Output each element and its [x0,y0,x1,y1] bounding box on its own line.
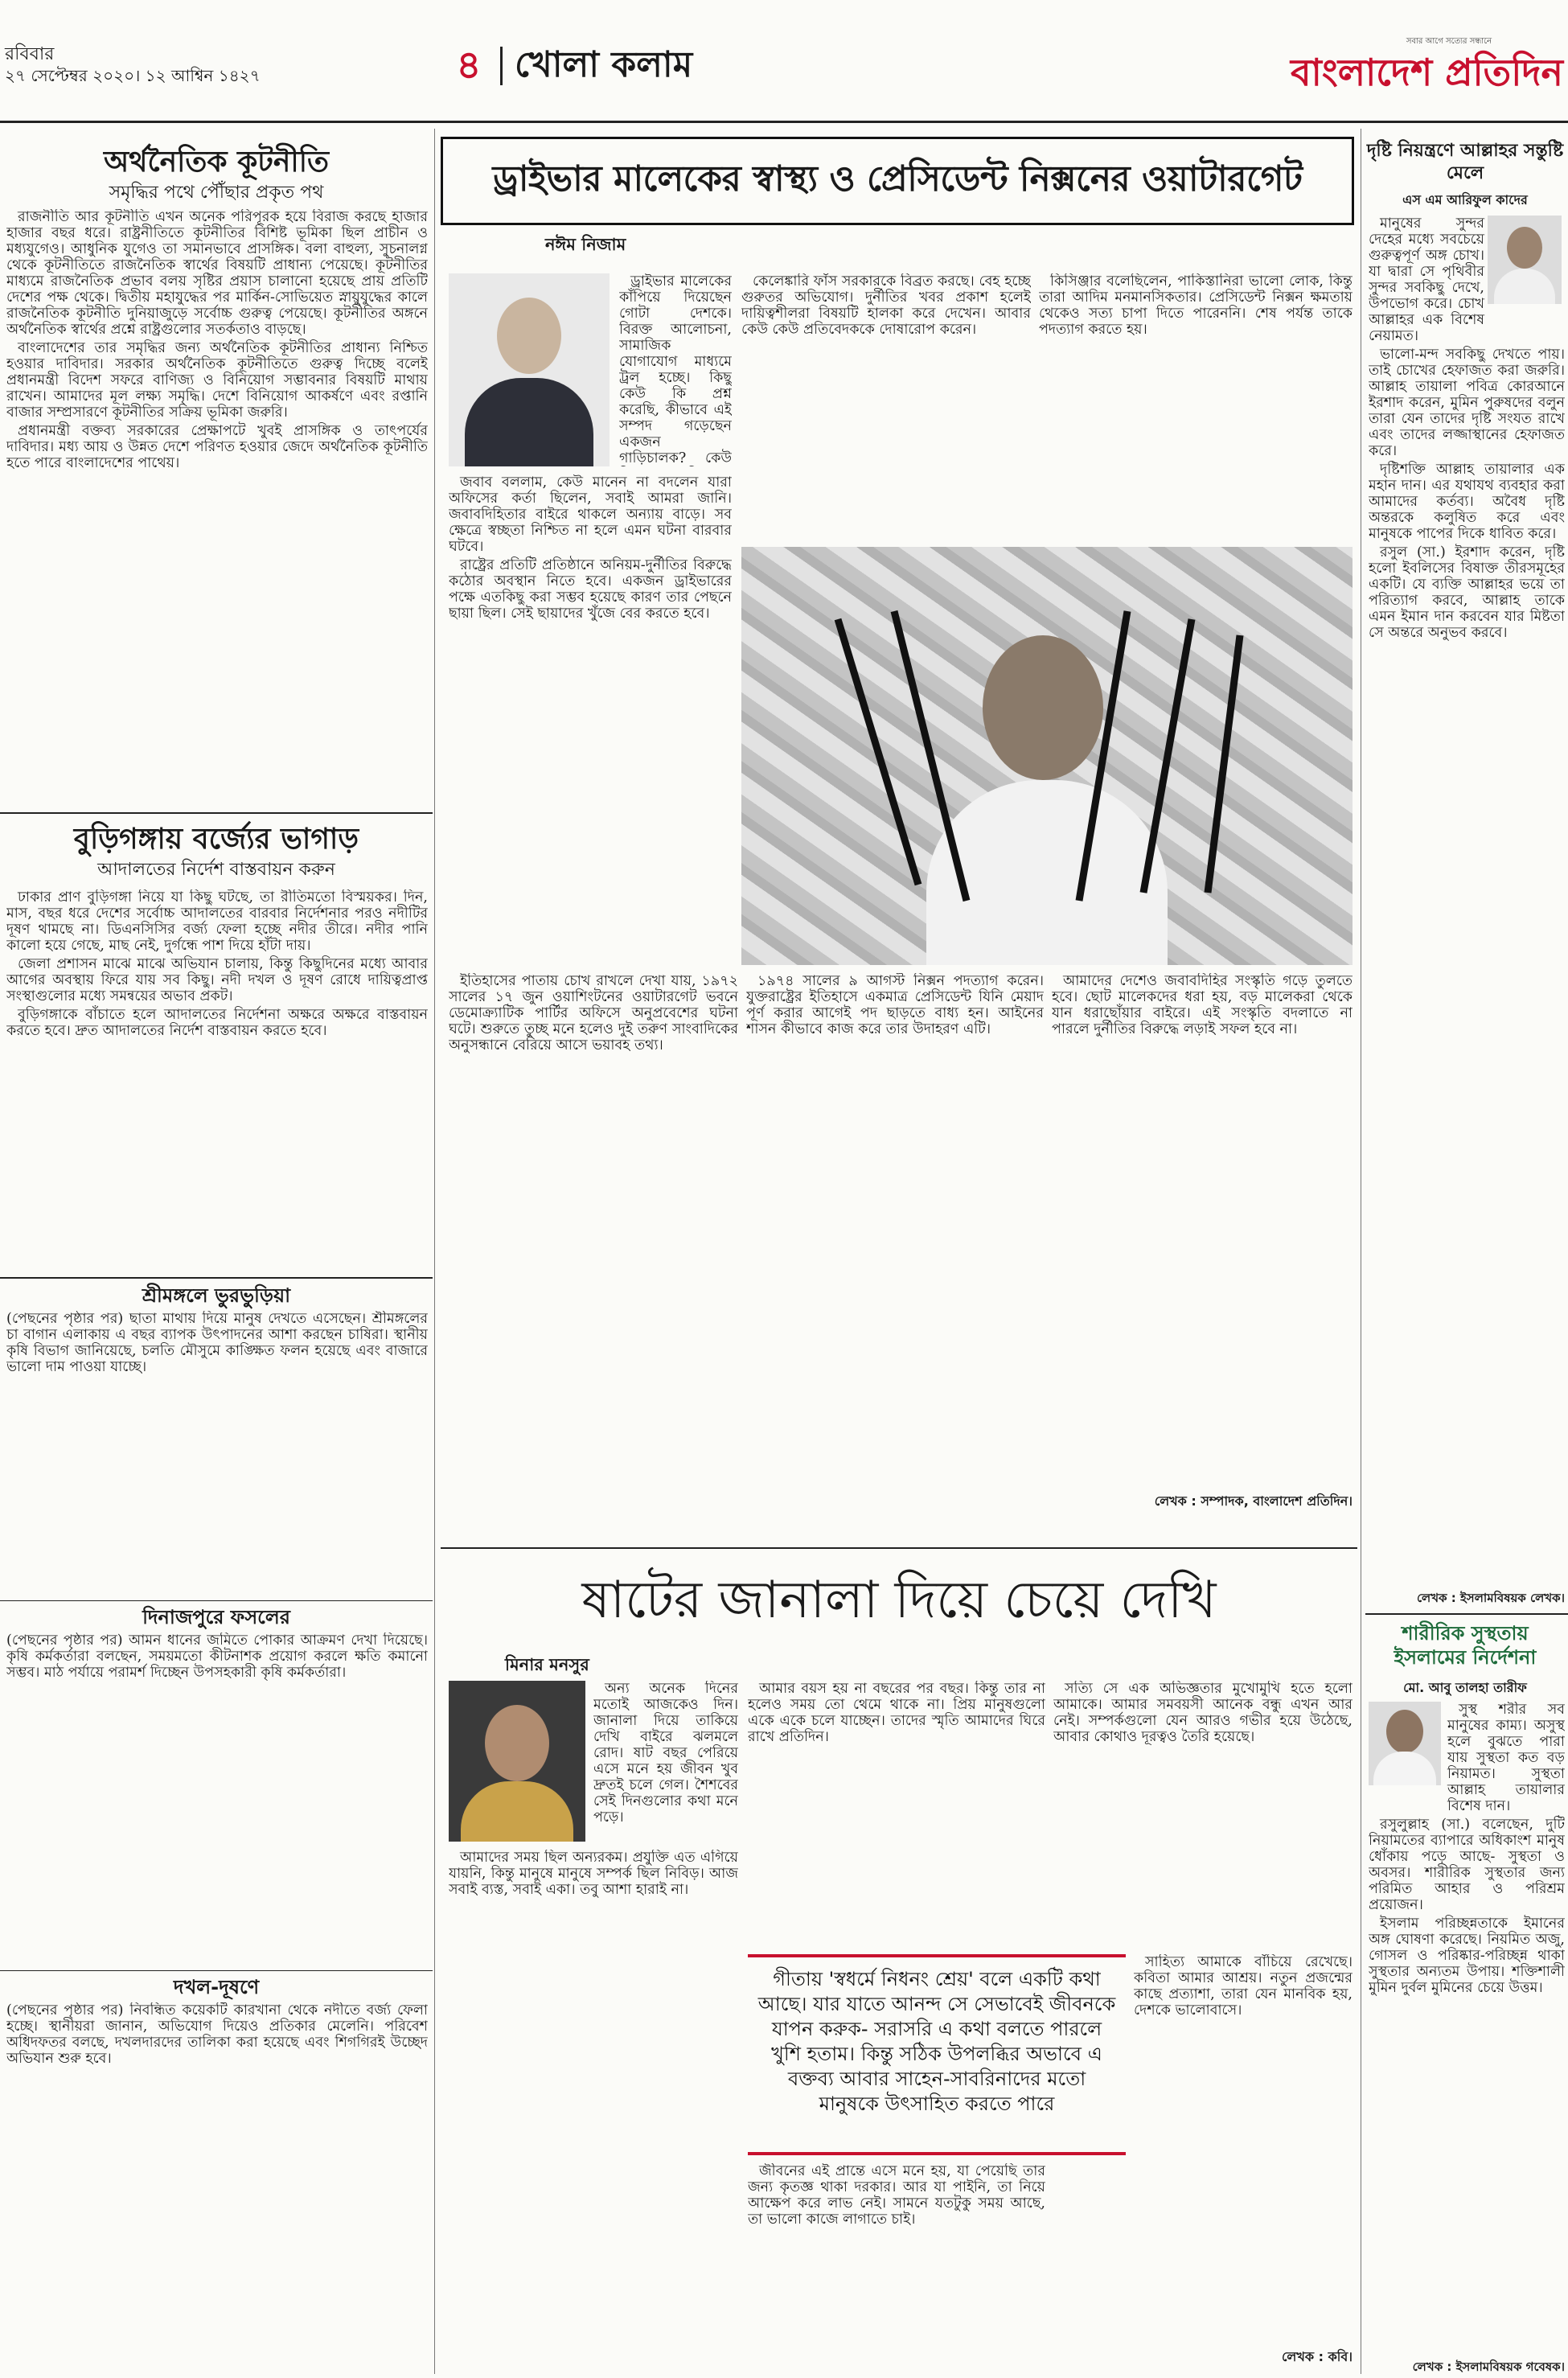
brief-2-title: দিনাজপুরে ফসলের [142,1606,290,1628]
brief-3-title: দখল-দূষণে [173,1976,260,1998]
bar-line [894,611,967,901]
author-head-shape [485,1705,549,1781]
right-article-1-paragraph: মানুষের সুন্দর দেহের মধ্যে সবচেয়ে গুরুত্বপূর্ণ অঙ্গ চোখ। যা দ্বারা সে পৃথিবীর সুন্দর সবকিছু দেখে, উপভোগ করে। চোখ আল্লাহর এক বিশেষ নেয়ামত। [1369,216,1484,344]
editorial-1-subtitle: সমৃদ্ধির পথে পৌঁছার প্রকৃত পথ [109,183,324,203]
lead-paragraph: ইতিহাসের পাতায় চোখ রাখলে দেখা যায়, ১৯৭২ সালের ১৭ জুন ওয়াশিংটনের ওয়াটারগেট ভবনে ডেমোক্র্যাটিক পার্টির অফিসে অনুপ্রবেশের ঘটনা ঘটে। শুরুতে তুচ্ছ মনে হলেও দুই তরুণ সাংবাদিকের অনুসন্ধানে বেরিয়ে আসে ভয়াবহ তথ্য। [449,973,738,1053]
lead-body-col-1 [619,273,732,466]
lead-paragraph: কেলেঙ্কারি ফাঁস সরকারকে বিব্রত করছে। বেহ হচ্ছে গুরুতর অভিযোগ। দুর্নীতির খবর প্রকাশ হলেই দায়িত্বশীলরা বিষয়টি হালকা করে দেখেন। আবার কেউ কেউ প্রতিবেদককে দোষারোপ করেন। [741,273,1031,338]
brief-1-body: (পেছনের পৃষ্ঠার পর) ছাতা মাথায় দিয়ে মানুষ দেখতে এসেছেন। শ্রীমঙ্গলের চা বাগান এলাকায় এ বছর ব্যাপক উৎপাদনের আশা করছেন চাষিরা। স্থানীয় কৃষি বিভাগ জানিয়েছে, চলতি মৌসুমে কাঙ্ক্ষিত ফলন হয়েছে এবং বাজারে ভালো দাম পাওয়া যাচ্ছে। [6,1311,428,1375]
pull-quote-box [748,1954,1126,2155]
right-article-1-footnote: লেখক : ইসলামবিষয়ক লেখক। [1416,1591,1565,1605]
prison-bars-graphic [741,547,1353,965]
lead-paragraph: ১৯৭৪ সালের ৯ আগস্ট নিক্সন পদত্যাগ করেন। যুক্তরাষ্ট্রের ইতিহাসে একমাত্র প্রেসিডেন্ট যিনি মেয়াদ পূর্ণ করার আগেই পদ ছাড়তে বাধ্য হন। আইনের শাসন কীভাবে কাজ করে তার উদাহরণ এটি। [746,973,1044,1037]
editorial-2-paragraph: জেলা প্রশাসন মাঝে মাঝে অভিযান চালায়, কিন্তু কিছুদিনের মধ্যে আবার আগের অবস্থায় ফিরে যায় সব কিছু। নদী দখল ও দূষণ রোধে দায়িত্বপ্রাপ্ত সংস্থাগুলোর মধ্যে সমন্বয়ের অভাব প্রকট। [6,956,428,1004]
paper-tagline: সবার আগে সত্যের সন্ধানে [1406,37,1492,46]
lead-paragraph: রাষ্ট্রের প্রতিটি প্রতিষ্ঠানে অনিয়ম-দুর্নীতির বিরুদ্ধে কঠোর অবস্থান নিতে হবে। একজন ড্রাইভারের পক্ষে এতকিছু করা সম্ভব হয়েছে কারণ তার পেছনে ছায়া ছিল। সেই ছায়াদের খুঁজে বের করতে হবে। [449,557,732,622]
lead-illustration [741,547,1353,965]
brief-3-body: (পেছনের পৃষ্ঠার পর) নিবন্ধিত কয়েকটি কারখানা থেকে নদীতে বর্জ্য ফেলা হচ্ছে। স্থানীয়রা জানান, অভিযোগ দিয়েও প্রতিকার মেলেনি। পরিবেশ অধিদফতর বলছে, দখলদারদের তালিকা করা হয়েছে এবং শিগগিরই উচ্ছেদ অভিযান শুরু হবে। [6,2002,428,2067]
masthead-day: রবিবার [5,44,55,64]
lead-paragraph: আমাদের দেশেও জবাবদিহির সংস্কৃতি গড়ে তুলতে হবে। ছোট মালেকদের ধরা হয়, বড় মালেকরা থেকে যান ধরাছোঁয়ার বাইরে। এই সংস্কৃতি বদলাতে না পারলে দুর্নীতির বিরুদ্ধে লড়াই সফল হবে না। [1052,973,1353,1037]
second-body-col-3 [1053,1681,1353,1946]
lead-body-col-3 [1039,273,1353,539]
right-article-2-paragraph: সুস্থ শরীর সব মানুষের কাম্য। অসুস্থ হলে বুঝতে পারা যায় সুস্থতা কত বড় নিয়ামত। সুস্থতা আল্লাহ তায়ালার বিশেষ দান। [1447,1702,1565,1814]
brief-2-body: (পেছনের পৃষ্ঠার পর) আমন ধানের জমিতে পোকার আক্রমণ দেখা দিয়েছে। কৃষি কর্মকর্তারা বলছেন, সময়মতো কীটনাশক প্রয়োগ করলে ক্ষতি কমানো সম্ভব। মাঠ পর্যায়ে পরামর্শ দিচ্ছেন উপসহকারী কৃষি কর্মকর্তারা। [6,1633,428,1681]
second-footnote: লেখক : কবি। [1281,2349,1353,2364]
second-paragraph: আমাদের সময় ছিল অন্যরকম। প্রযুক্তি এত এগিয়ে যায়নি, কিন্তু মানুষে মানুষে সম্পর্ক ছিল নিবিড়। আজ সবাই ব্যস্ত, সবাই একা। তবু আশা হারাই না। [449,1850,738,1898]
page-number: ৪ [456,43,482,88]
lead-title: ড্রাইভার মালেকের স্বাস্থ্য ও প্রেসিডেন্ট নিক্সনের ওয়াটারগেট [492,158,1303,199]
lead-paragraph: কিসিঞ্জার বলেছিলেন, পাকিস্তানিরা ভালো লোক, কিন্তু তারা আদিম মনমানসিকতার। প্রেসিডেন্ট নিক্সন ক্ষমতায় থেকেও সত্য চাপা দিতে পারেননি। শেষ পর্যন্ত তাকে পদত্যাগ করতে হয়। [1039,273,1353,338]
second-body-col-1b [449,1850,738,2356]
bar-line [1143,619,1192,893]
second-title: ষাটের জানালা দিয়ে চেয়ে দেখি [581,1571,1217,1630]
paper-logo: বাংলাদেশ প্রতিদিন [1290,51,1563,94]
author-head-shape [497,298,561,374]
editorial-2-paragraph: বুড়িগঙ্গাকে বাঁচাতে হলে আদালতের নির্দেশনা অক্ষরে অক্ষরে বাস্তবায়ন করতে হবে। দ্রুত আদালতের নির্দেশ বাস্তবায়ন করতে হবে। [6,1007,428,1039]
editorial-2-body [6,889,428,1267]
editorial-1-paragraph: প্রধানমন্ত্রী বক্তব্য সরকারের প্রেক্ষাপটে খুবই প্রাসঙ্গিক ও তাৎপর্যের দাবিদার। মধ্য আয় ও উন্নত দেশে পরিণত হওয়ার জেদে অর্থনৈতিক কূটনীতি হতে পারে বাংলাদেশের পাথেয়। [6,423,428,471]
editorial-1-body [6,209,428,804]
right-article-2-paragraph: ইসলাম পরিচ্ছন্নতাকে ইমানের অঙ্গ ঘোষণা করেছে। নিয়মিত অজু, গোসল ও পরিষ্কার-পরিচ্ছন্ন থাকা সুস্থতার অন্যতম উপায়। শক্তিশালী মুমিন দুর্বল মুমিনের চেয়ে উত্তম। [1369,1916,1565,1996]
column-separator [434,129,435,2374]
right-article-2-author: মো. আবু তালহা তারীফ [1403,1680,1527,1695]
right-article-1-body [1369,216,1565,1583]
right-article-2-footnote: লেখক : ইসলামবিষয়ক গবেষক। [1412,2360,1565,2374]
second-body-col-2 [748,1681,1045,1946]
second-paragraph: সাহিত্য আমাকে বাঁচিয়ে রেখেছে। কবিতা আমার আশ্রয়। নতুন প্রজন্মের কাছে প্রত্যাশা, তারা যেন মানবিক হয়, দেশকে ভালোবাসে। [1134,1954,1353,2019]
second-article [441,1552,1357,2372]
right-article-1-paragraph: রসুল (সা.) ইরশাদ করেন, দৃষ্টি হলো ইবলিসের বিষাক্ত তীরসমূহের একটি। যে ব্যক্তি আল্লাহর ভয়ে তা পরিত্যাগ করবে, আল্লাহ তাকে এমন ইমান দান করবেন যার মিষ্টতা সে অন্তরে অনুভব করবে। [1369,544,1565,641]
editorial-2-title: বুড়িগঙ্গায় বর্জ্যের ভাগাড় [73,823,359,856]
right-article-2-paragraph: রসুলুল্লাহ (সা.) বলেছেন, দুটি নিয়ামতের ব্যাপারে অধিকাংশ মানুষ ধোঁকায় পড়ে আছে- সুস্থতা ও অবসর। শারীরিক সুস্থতার জন্য পরিমিত আহার ও পরিশ্রম প্রয়োজন। [1369,1817,1565,1913]
bar-line [1079,611,1127,901]
editorial-2-subtitle: আদালতের নির্দেশ বাস্তবায়ন করুন [97,860,335,880]
divider [0,1600,433,1601]
divider [441,1547,1357,1549]
masthead-rule [0,121,1568,123]
second-body-col-5 [1134,1954,1353,2340]
second-paragraph: জীবনের এই প্রান্তে এসে মনে হয়, যা পেয়েছি তার জন্য কৃতজ্ঞ থাকা দরকার। আর যা পাইনি, তা নিয়ে আক্ষেপ করে লাভ নেই। সামনে যতটুকু সময় আছে, তা ভালো কাজে লাগাতে চাই। [748,2163,1045,2228]
left-column [0,129,433,2374]
lead-footnote: লেখক : সম্পাদক, বাংলাদেশ প্রতিদিন। [1154,1493,1353,1509]
author-body-shape [465,378,593,466]
right-article-2-title: শারীরিক সুস্থতায় ইসলামের নির্দেশনা [1394,1622,1537,1669]
divider [0,812,433,814]
lead-body-col-2 [741,273,1031,539]
right-article-1-title: দৃষ্টি নিয়ন্ত্রণে আল্লাহর সন্তুষ্টি মেলে [1366,141,1564,183]
pull-quote: গীতায় 'স্বধর্মে নিধনং শ্রেয়' বলে একটি কথা আছে। যার যাতে আনন্দ সে সেভাবেই জীবনকে যাপন করুক- সরাসরি এ কথা বলতে পারলে খুশি হতাম। কিন্তু সঠিক উপলব্ধির অভাবে এ বক্তব্য আবার সাহেন-সাবরিনাদের মতো মানুষকে উৎসাহিত করতে পারে [757,1968,1116,2115]
right-article-1-author: এস এম আরিফুল কাদের [1402,192,1528,207]
right-article-1-paragraph: দৃষ্টিশক্তি আল্লাহ তায়ালার এক মহান দান। এর যথাযথ ব্যবহার করা আমাদের কর্তব্য। অবৈধ দৃষ্টি অন্তরকে কলুষিত করে এবং মানুষকে পাপের দিকে ধাবিত করে। [1369,462,1565,542]
editorial-2-paragraph: ঢাকার প্রাণ বুড়িগঙ্গা নিয়ে যা কিছু ঘটছে, তা রীতিমতো বিস্ময়কর। দিন, মাস, বছর ধরে দেশের সর্বোচ্চ আদালতের বারবার নির্দেশনার পরও নদীটির দূষণ থামছে না। ডিএনসিসির বর্জ্য ফেলা হচ্ছে নদীর তীরে। নদীর পানি কালো হয়ে গেছে, মাছ নেই, দুর্গন্ধে পাশ দিয়ে হাঁটা দায়। [6,889,428,954]
second-author-photo [449,1681,585,1842]
divider [0,1277,433,1279]
lead-body-col-5 [746,973,1044,1504]
bar-line [1208,635,1240,893]
lead-body-col-1b [449,474,732,941]
section-name: খোলা কলাম [515,44,693,85]
editorial-1-title: অর্থনৈতিক কূটনীতি [103,146,330,179]
right-article-2-body [1369,1702,1565,2353]
lead-paragraph: জবাব বললাম, কেউ মানেন না বদলেন যারা অফিসের কর্তা ছিলেন, সবাই আমরা জানি। জবাবদিহিতার বাইরে থাকলে অন্যায় বাড়ে। সব ক্ষেত্রে স্বচ্ছতা নিশ্চিত না হলে এমন ঘটনা বারবার ঘটবে। [449,474,732,555]
editorial-1-paragraph: রাজনীতি আর কূটনীতি এখন অনেক পরিপূরক হয়ে বিরাজ করছে হাজার হাজার বছর ধরে। রাষ্ট্রনীতিতে কূটনীতির বিশিষ্ট ভূমিকা ছিল প্রাচীন ও মধ্যযুগেও। আধুনিক যুগেও তা সমানভাবে প্রাসঙ্গিক। বলা বাহুল্য, সুচনালগ্ন থেকে কূটনীতিতে রাজনৈতিক স্বার্থের বিষয়টি প্রাধান্য পেয়েছে। কূটনীতির মাধ্যমে রাজনৈতিক প্রভাব বলয় সৃষ্টির প্রয়াস চালানো হয়েছে প্রায় প্রতিটি দেশের পক্ষ থেকে। দ্বিতীয় মহাযুদ্ধের পর মার্কিন-সোভিয়েত স্নায়ুযুদ্ধের কালে রাজনৈতিক কূটনীতি দুনিয়াজুড়ে সর্বোচ্চ গুরুত্ব পেয়েছে। কূটনীতির অঙ্গনে অর্থনৈতিক স্বার্থের প্রশ্নে রাষ্ট্রগুলোর সতর্কতাও বাড়ছে। [6,209,428,338]
page-number-separator [500,47,503,85]
lead-title-box [441,137,1354,225]
second-paragraph: অন্য অনেক দিনের মতোই আজকেও দিন। জানালা দিয়ে তাকিয়ে দেখি বাইরে ঝলমলে রোদ। ষাট বছর পেরিয়ে এসে মনে হয় জীবন খুব দ্রুতই চলে গেল। শৈশবের সেই দিনগুলোর কথা মনে পড়ে। [593,1681,738,1826]
editorial-1-paragraph: বাংলাদেশের তার সমৃদ্ধির জন্য অর্থনৈতিক কূটনীতির প্রাধান্য নিশ্চিত হওয়ার দাবিদার। সরকার অর্থনৈতিক কূটনীতিতে গুরুত্ব দিচ্ছে বলেই প্রধানমন্ত্রী বিদেশ সফরে বাণিজ্য ও বিনিয়োগ সম্ভাবনার বিষয়টি মাথায় রাখেন। আমাদের মূল লক্ষ্য সমৃদ্ধি। দেশে বিনিয়োগ আকর্ষণে এবং রপ্তানি বাজার সম্প্রসারণে কূটনীতির সক্রিয় ভূমিকা জরুরি। [6,340,428,421]
divider [0,1970,433,1971]
lead-paragraph: ড্রাইভার মালেকের কাঁপিয়ে দিয়েছেন গোটা দেশকে। বিরক্ত আলোচনা, সামাজিক যোগাযোগ মাধ্যমে ট্রল হচ্ছে। কিছু কেউ কি প্রশ্ন করেছি, কীভাবে এই সম্পদ গড়েছেন একজন গাড়িচালক? কেউ [619,273,732,466]
masthead-date: ২৭ সেপ্টেম্বর ২০২০। ১২ আশ্বিন ১৪২৭ [5,66,261,85]
second-body-col-4 [748,2163,1045,2356]
second-body-col-1 [593,1681,738,1842]
masthead [0,0,1568,137]
second-paragraph: সত্যি সে এক অভিজ্ঞতার মুখোমুখি হতে হলো আমাকে। আমার সমবয়সী আনেক বন্ধু এখন আর নেই। সম্পর্কগুলো যেন আরও গভীর হয়ে উঠেছে, আবার কোথাও দূরত্বও তৈরি হয়েছে। [1053,1681,1353,1745]
divider [1365,1613,1568,1615]
author-body-shape [461,1781,573,1842]
second-paragraph: আমার বয়স হয় না বছরের পর বছর। কিন্তু তার না হলেও সময় তো থেমে থাকে না। প্রিয় মানুষগুলো একে একে চলে যাচ্ছেন। তাদের স্মৃতি আমাদের ঘিরে রাখে প্রতিদিন। [748,1681,1045,1745]
lead-article [441,129,1357,1544]
second-author: মিনার মনসুর [505,1655,589,1674]
right-article-1-paragraph: ভালো-মন্দ সবকিছু দেখতে পায়। তাই চোখের হেফাজত করা জরুরি। আল্লাহ তায়ালা পবিত্র কোরআনে ইরশাদ করেন, মুমিন পুরুষদের বলুন তারা যেন তাদের দৃষ্টি সংযত রাখে এবং তাদের লজ্জাস্থানের হেফাজত করে। [1369,347,1565,459]
brief-1-title: শ্রীমঙ্গলে ভুরভুড়িয়া [142,1284,291,1307]
lead-author-photo [449,273,610,466]
lead-author: নঈম নিজাম [545,235,626,254]
lead-body-col-4 [449,973,738,1504]
right-column [1365,129,1568,2374]
lead-body-col-6 [1052,973,1353,1488]
